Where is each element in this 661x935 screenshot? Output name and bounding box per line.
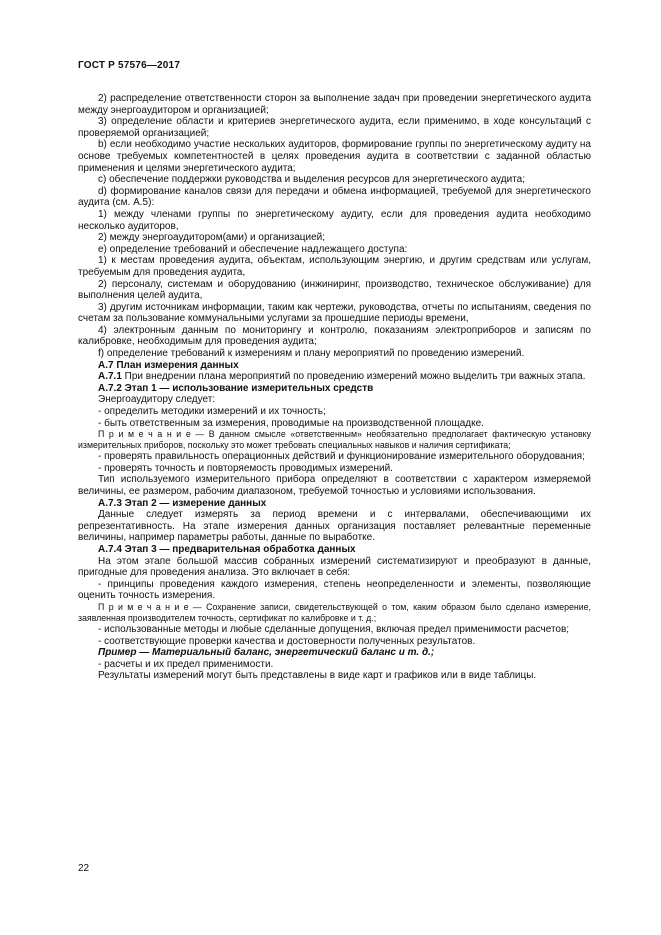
dash-item: - быть ответственным за измерения, проводимые на производственной площадке. [98, 417, 484, 429]
paragraph: Энергоаудитору следует: [98, 394, 216, 406]
paragraph: Результаты измерений могут быть представлены в виде карт и графиков или в виде таблицы. [98, 670, 537, 682]
list-item: 1) между членами группы по энергетическому аудиту, если для проведения аудита необходимо несколько аудиторов, [78, 208, 591, 232]
list-item: e) определение требований и обеспечение надлежащего доступа: [98, 243, 408, 255]
list-item: 1) к местам проведения аудита, объектам, использующим энергию, и другим средствам или услугам, требуемым для проведения аудита, [78, 255, 591, 278]
heading-a74: А.7.4 Этап 3 — предварительная обработка данных [98, 543, 356, 555]
clause-a71 [78, 371, 591, 383]
list-item: 3) другим источникам информации, таким как чертежи, руководства, отчеты по испытаниям, сведения по счетам за пользование коммунальными услугами за прошедшие периоды времени, [78, 301, 591, 325]
heading-a73: А.7.3 Этап 2 — измерение данных [98, 497, 267, 509]
dash-item: - проверять правильность операционных действий и функционирование измерительного оборудования; [98, 451, 585, 463]
list-item: 2) персоналу, системам и оборудованию (инжиниринг, производство, техническое обслуживание) для выполнения целей аудита, [78, 278, 591, 302]
heading-a7: А.7 План измерения данных [98, 359, 239, 371]
document-header: ГОСТ Р 57576—2017 [78, 60, 181, 71]
paragraph: Данные следует измерять за период времени и с интервалами, обеспечивающими их репрезентативность. На этапе измерения данных организация поставляет релевантные переменные величины, например параметры работы, данные по выработке. [78, 509, 591, 544]
dash-item: - использованные методы и любые сделанные допущения, включая предел применимости расчетов; [98, 623, 570, 635]
example: Пример — Материальный баланс, энергетический баланс и т. д.; [98, 647, 435, 659]
list-item: f) определение требований к измерениям и плану мероприятий по проведению измерений. [98, 348, 525, 360]
document-body [78, 93, 591, 682]
list-item: 2) между энергоаудитором(ами) и организацией; [98, 232, 326, 244]
list-item: d) формирование каналов связи для передачи и обмена информацией, требуемой для энергетического аудита (см. А.5): [78, 185, 591, 209]
paragraph: Тип используемого измерительного прибора определяют в соответствии с характером измеряемой величины, ее размером, рабочим диапазоном, требуемой точностью и условиями использования. [78, 474, 591, 497]
clause-a71-number: А.7.1 [98, 371, 122, 383]
list-item: 4) электронным данным по мониторингу и контролю, показаниям электроприборов и записям по калибровке, необходимым для проведения аудита; [78, 324, 591, 348]
list-item: c) обеспечение поддержки руководства и выделения ресурсов для энергетического аудита; [98, 174, 526, 186]
note: П р и м е ч а н и е — В данном смысле «ответственным» необязательно предполагает фактическую установку измерительных приборов, поскольку это может требовать специальных навыков и наличия сертификата; [78, 429, 591, 451]
page-number: 22 [78, 863, 90, 874]
list-item: 3) определение области и критериев энергетического аудита, если применимо, в ходе консультаций с проверяемой организацией; [78, 116, 591, 139]
dash-item: - соответствующие проверки качества и достоверности полученных результатов. [98, 635, 476, 647]
dash-item: - принципы проведения каждого измерения, степень неопределенности и элементы, позволяющие оценить точность измерения. [78, 578, 591, 602]
clause-a71-text: При внедрении плана мероприятий по проведению измерений можно выделить три важных этапа. [121, 371, 586, 383]
paragraph: На этом этапе большой массив собранных измерений систематизируют и преобразуют в данные, пригодные для проведения анализа. Это включает в себя: [78, 555, 591, 579]
list-item: b) если необходимо участие нескольких аудиторов, формирование группы по энергетическому аудиту на основе требуемых компетентностей в целях проведения аудита в соответствии с заданной областью применения и целями энергетического аудита; [78, 139, 591, 174]
note: П р и м е ч а н и е — Сохранение записи, свидетельствующей о том, каким образом было сделано измерение, заявленная производителем точность, сертификат по калибровке и т. д.; [78, 601, 591, 623]
dash-item: - проверять точность и повторяемость проводимых измерений. [98, 462, 393, 474]
dash-item: - расчеты и их предел применимости. [98, 658, 274, 670]
dash-item: - определить методики измерений и их точность; [98, 406, 326, 418]
list-item: 2) распределение ответственности сторон за выполнение задач при проведении энергетического аудита между энергоаудитором и организацией; [78, 93, 591, 116]
heading-a72: А.7.2 Этап 1 — использование измерительных средств [98, 382, 374, 394]
